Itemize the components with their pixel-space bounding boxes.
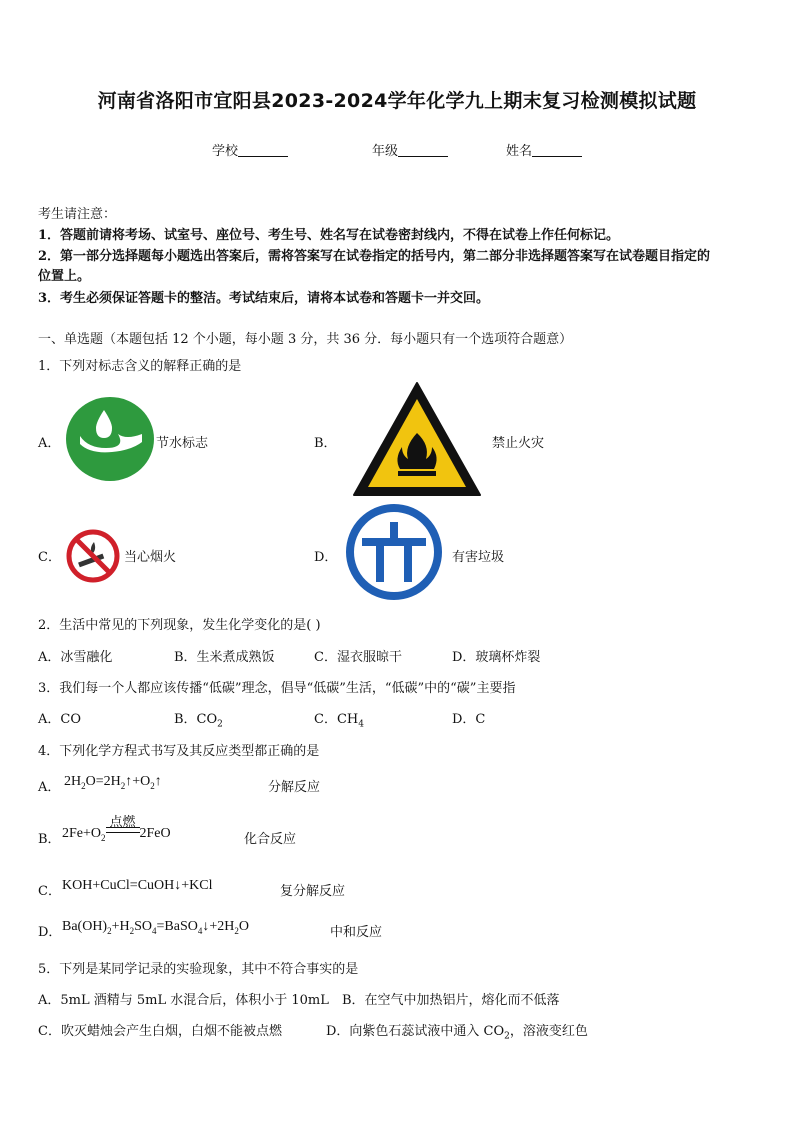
q1-option-c-text: 当心烟火 [124, 550, 177, 565]
water-saving-icon [66, 396, 154, 482]
q3-option-a[interactable]: A．CO [38, 712, 81, 727]
q5-option-a[interactable]: A．5mL 酒精与 5mL 水混合后，体积小于 10mL [38, 993, 329, 1008]
q3-stem: 3．我们每一个人都应该传播“低碳”理念，倡导“低碳”生活，“低碳”中的“碳”主要指 [38, 681, 516, 696]
school-field[interactable]: 学校 [212, 140, 288, 159]
q2-option-b[interactable]: B．生米煮成熟饭 [174, 650, 275, 665]
page-title: 河南省洛阳市宜阳县2023-2024学年化学九上期末复习检测模拟试题 [97, 90, 697, 112]
q5-option-d[interactable]: D．向紫色石蕊试液中通入 $CO_2$，溶液变红色 [326, 1024, 588, 1042]
q4-option-a-type: 分解反应 [268, 780, 321, 795]
condition-mark [106, 815, 140, 842]
q1-option-d-letter[interactable]: D． [314, 550, 338, 565]
q4-option-a-equation: $2H_2O=2H_2↑+O_2↑$ [64, 774, 162, 791]
flammable-warning-icon [352, 381, 482, 497]
q3-option-c[interactable]: C．$CH_4$ [314, 712, 364, 730]
q2-option-c[interactable]: C．湿衣服晾干 [314, 650, 402, 665]
q1-option-a-letter[interactable]: A． [38, 436, 61, 451]
q5-option-b[interactable]: B．在空气中加热铝片，熔化而不低落 [342, 993, 560, 1008]
harmful-waste-icon [346, 504, 442, 600]
q1-option-b-letter[interactable]: B． [314, 436, 337, 451]
q2-option-d[interactable]: D．玻璃杯炸裂 [452, 650, 541, 665]
q5-stem: 5．下列是某同学记录的实验现象，其中不符合事实的是 [38, 962, 359, 977]
q1-option-d-text: 有害垃圾 [452, 550, 505, 565]
q4-option-d-letter[interactable]: D． [38, 925, 62, 940]
q1-option-b-text: 禁止火灾 [492, 436, 545, 451]
q2-option-a[interactable]: A．冰雪融化 [38, 650, 113, 665]
q3-option-b[interactable]: B．$CO_2$ [174, 712, 223, 730]
q4-option-d-equation: $Ba(OH)_2+H_2SO_4=BaSO_4↓+2H_2O$ [62, 919, 250, 936]
notice-item-2: 2．第一部分选择题每小题选出答案后，需将答案写在试卷指定的括号内，第二部分非选择题答案写在试卷题目指定的 [38, 249, 711, 264]
q1-option-c-letter[interactable]: C． [38, 550, 61, 565]
q1-stem: 1．下列对标志含义的解释正确的是 [38, 359, 242, 374]
q5-option-c[interactable]: C．吹灭蜡烛会产生白烟，白烟不能被点燃 [38, 1024, 282, 1039]
q4-option-b-type: 化合反应 [244, 832, 297, 847]
q4-option-b-letter[interactable]: B． [38, 832, 61, 847]
notice-item-2-cont: 位置上。 [38, 269, 91, 284]
q4-option-c-equation: KOH+CuCl=CuOH↓+KCl [62, 878, 213, 893]
notice-item-3: 3．考生必须保证答题卡的整洁。考试结束后，请将本试卷和答题卡一并交回。 [38, 291, 490, 306]
name-field[interactable]: 姓名 [506, 140, 582, 159]
notice-heading: 考生请注意： [38, 207, 117, 222]
q1-option-a-text: 节水标志 [156, 436, 209, 451]
q3-option-d[interactable]: D．C [452, 712, 486, 727]
section-1-heading: 一、单选题（本题包括 12 个小题，每小题 3 分，共 36 分．每小题只有一个选项符合题意） [38, 332, 573, 347]
no-smoking-icon [64, 528, 122, 584]
q4-option-b-condition: 点燃 [109, 815, 136, 830]
q4-option-d-type: 中和反应 [330, 925, 383, 940]
q2-stem: 2．生活中常见的下列现象，发生化学变化的是( ) [38, 618, 321, 633]
grade-field[interactable]: 年级 [372, 140, 448, 159]
notice-item-1: 1．答题前请将考场、试室号、座位号、考生号、姓名写在试卷密封线内，不得在试卷上作任何标记。 [38, 228, 620, 243]
q4-option-c-type: 复分解反应 [280, 884, 346, 899]
q4-option-c-letter[interactable]: C． [38, 884, 61, 899]
q4-option-a-letter[interactable]: A． [38, 780, 61, 795]
q4-option-b-equation: $2Fe+O_2$ 点燃 2FeO [62, 826, 171, 843]
q4-stem: 4．下列化学方程式书写及其反应类型都正确的是 [38, 744, 320, 759]
